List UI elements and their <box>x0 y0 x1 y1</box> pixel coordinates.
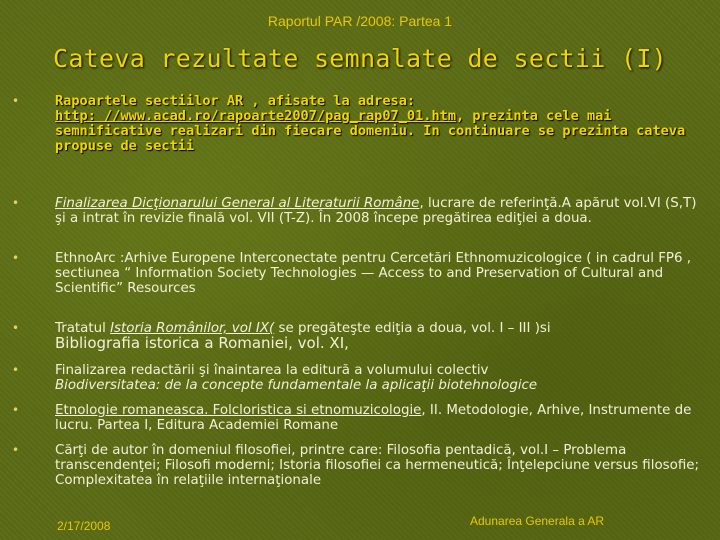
biodiversitatea-pre: Finalizarea redactării şi înaintarea la editură a volumului colectiv <box>55 363 489 378</box>
bullet-icon: • <box>12 443 20 457</box>
bibliografia-text: Bibliografia istorica a Romaniei, vol. XI, <box>55 334 349 352</box>
dictionar-rest: , lucrare de referinţă.A apărut vol.VI (S,T) şi a intrat în revizie finală vol. VII (T-Z). În 2008 începe pregătirea ediţiei a doua. <box>55 196 697 226</box>
dictionar-title: Finalizarea Dicţionarului General al Literaturii Române <box>55 196 420 211</box>
rapoarte-link[interactable]: http: //www.acad.ro/rapoarte2007/pag_rap07_01.htm <box>55 108 457 124</box>
bullet-item-dictionar <box>12 196 707 226</box>
etnologie-rest: , II. Metodologie, Arhive, Instrumente de lucru. Partea I, Editura Academiei Romane <box>55 403 692 433</box>
rapoarte-lead: Rapoartele sectiilor AR , afisate la adresa: <box>55 93 416 109</box>
bullet-icon: • <box>12 196 20 210</box>
biodiversitatea-title: Biodiversitatea: de la concepte fundamentale la aplicaţii biotehnologice <box>55 378 538 393</box>
rapoarte-rest: , prezinta cele mai semnificative realizari din fiecare domeniu. In continuare se prezinta cateva propuse de sectii <box>55 108 686 154</box>
ethnoarc-text: EthnoArc :Arhive Europene Interconectate pentru Cercetări Ethnomuzicologice ( in cadrul FP6 , sectiunea “ Information Society Technologies — Access to and Preservation of Cultural and Scientific” Resources <box>55 251 692 296</box>
bullet-icon: • <box>12 94 20 108</box>
bullet-icon: • <box>12 363 20 377</box>
bullet-item-etnologie <box>12 403 707 433</box>
slide-title: Cateva rezultate semnalate de sectii (I) <box>52 44 668 73</box>
bullet-icon: • <box>12 321 20 335</box>
footer-date: 2/17/2008 <box>57 519 111 533</box>
bullet-item-filosofie <box>12 443 707 488</box>
tratatul-mid: se pregăteşte ediţia a doua, vol. I – III )si <box>274 321 551 336</box>
bullet-item-rapoarte <box>12 93 707 154</box>
etnologie-title: Etnologie romaneasca. Folcloristica si etnomuzicologie <box>55 403 422 418</box>
tratatul-pre: Tratatul <box>55 321 111 336</box>
bullet-item-tratatul <box>12 321 707 352</box>
bullet-item-ethnoarc <box>12 251 707 296</box>
tratatul-title: Istoria Românilor, vol IX( <box>110 321 275 336</box>
filosofie-text: Cărţi de autor în domeniul filosofiei, printre care: Filosofia pentadică, vol.I – Problema transcendenţei; Filosofi moderni; Istoria filosofiei ca hermeneutică; Înţelepciune versus filosofie; Complexitatea în relaţiile internaţionale <box>55 443 699 488</box>
slide-header: Raportul PAR /2008: Partea 1 <box>267 13 453 29</box>
footer-organization: Adunarea Generala a AR <box>470 514 605 528</box>
bullet-icon: • <box>12 251 20 265</box>
bullet-icon: • <box>12 403 20 417</box>
bullet-item-biodiversitatea <box>12 363 707 393</box>
